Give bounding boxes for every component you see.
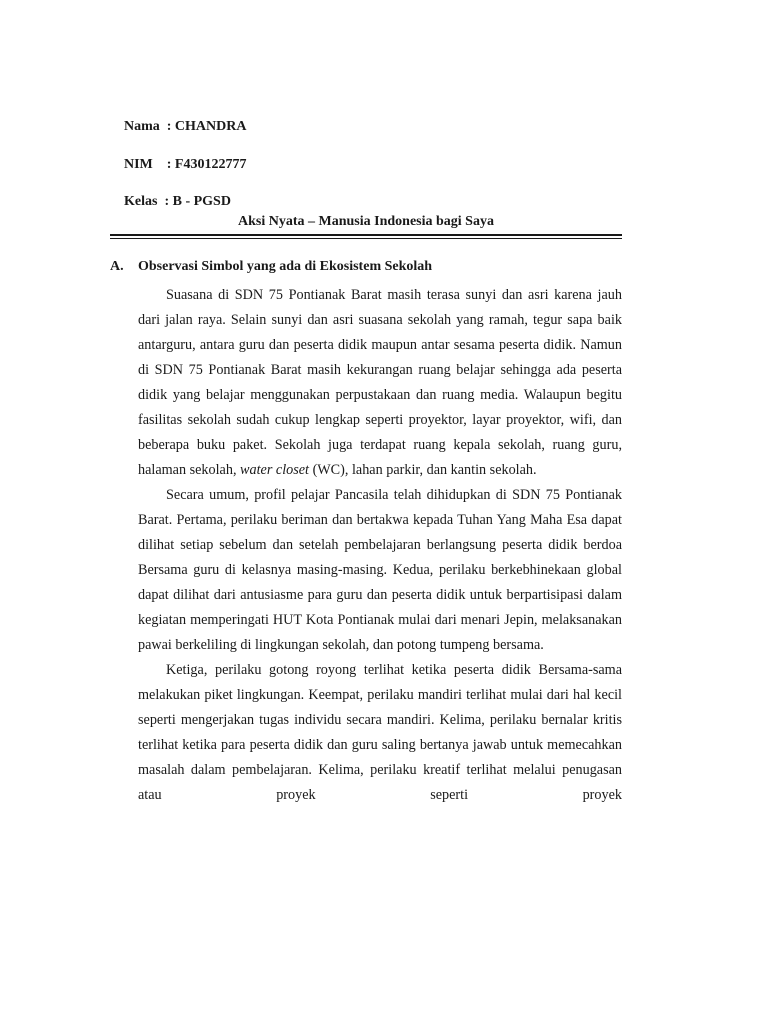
section-letter: A. <box>110 259 124 274</box>
paragraph-3: Ketiga, perilaku gotong royong terlihat ketika peserta didik Bersama-sama melakukan piket lingkungan. Keempat, perilaku mandiri terlihat mulai dari hal kecil seperti mengerjakan tugas individu secara mandiri. Kelima, perilaku bernalar kritis terlihat ketika para peserta didik dan guru saling bertanya jawab untuk memecahkan masalah dalam pembelajaran. Kelima, perilaku kreatif terlihat melalui penugasan atau proyek seperti proyek <box>138 662 622 803</box>
body-text <box>138 283 622 808</box>
paragraph-2: Secara umum, profil pelajar Pancasila telah dihidupkan di SDN 75 Pontianak Barat. Pertama, perilaku beriman dan bertakwa kepada Tuhan Yang Maha Esa dapat dilihat setiap sebelum dan setelah pembelajaran berlangsung peserta didik berdoa Bersama guru di kelasnya masing-masing. Kedua, perilaku berkebhinekaan global dapat dilihat dari antusiasme para guru dan peserta didik untuk berpartisipasi dalam kegiatan memperingati HUT Kota Pontianak mulai dari menari Jepin, melaksanakan pawai berkeliling di lingkungan sekolah, dan potong tumpeng bersama. <box>138 487 622 653</box>
title-divider-thin <box>110 238 622 239</box>
paragraph-1-part-a: Suasana di SDN 75 Pontianak Barat masih terasa sunyi dan asri karena jauh dari jalan raya. Selain sunyi dan asri suasana sekolah yang ramah, tegur sapa baik antarguru, antara guru dan peserta didik maupun antar sesama peserta didik. Namun di SDN 75 Pontianak Barat masih kekurangan ruang belajar sehingga ada peserta didik yang belajar menggunakan perpustakaan dan ruang media. Walaupun begitu fasilitas sekolah sudah cukup lengkap seperti proyektor, layar proyektor, wifi, dan beberapa buku paket. Sekolah juga terdapat ruang kepala sekolah, ruang guru, halaman sekolah, <box>138 287 622 478</box>
document-title: Aksi Nyata – Manusia Indonesia bagi Saya <box>238 214 494 229</box>
section-heading <box>110 259 432 275</box>
student-class-text: Kelas : B - PGSD <box>124 194 231 209</box>
student-nim-text: NIM : F430122777 <box>124 157 247 172</box>
student-name-text: Nama : CHANDRA <box>124 119 247 134</box>
paragraph-1-part-b: (WC), lahan parkir, dan kantin sekolah. <box>309 462 537 478</box>
section-heading-text: Observasi Simbol yang ada di Ekosistem Sekolah <box>138 259 433 274</box>
title-divider-thick <box>110 234 622 236</box>
paragraph-1 <box>138 283 622 483</box>
paragraph-1-italic-term: water closet <box>240 462 310 478</box>
